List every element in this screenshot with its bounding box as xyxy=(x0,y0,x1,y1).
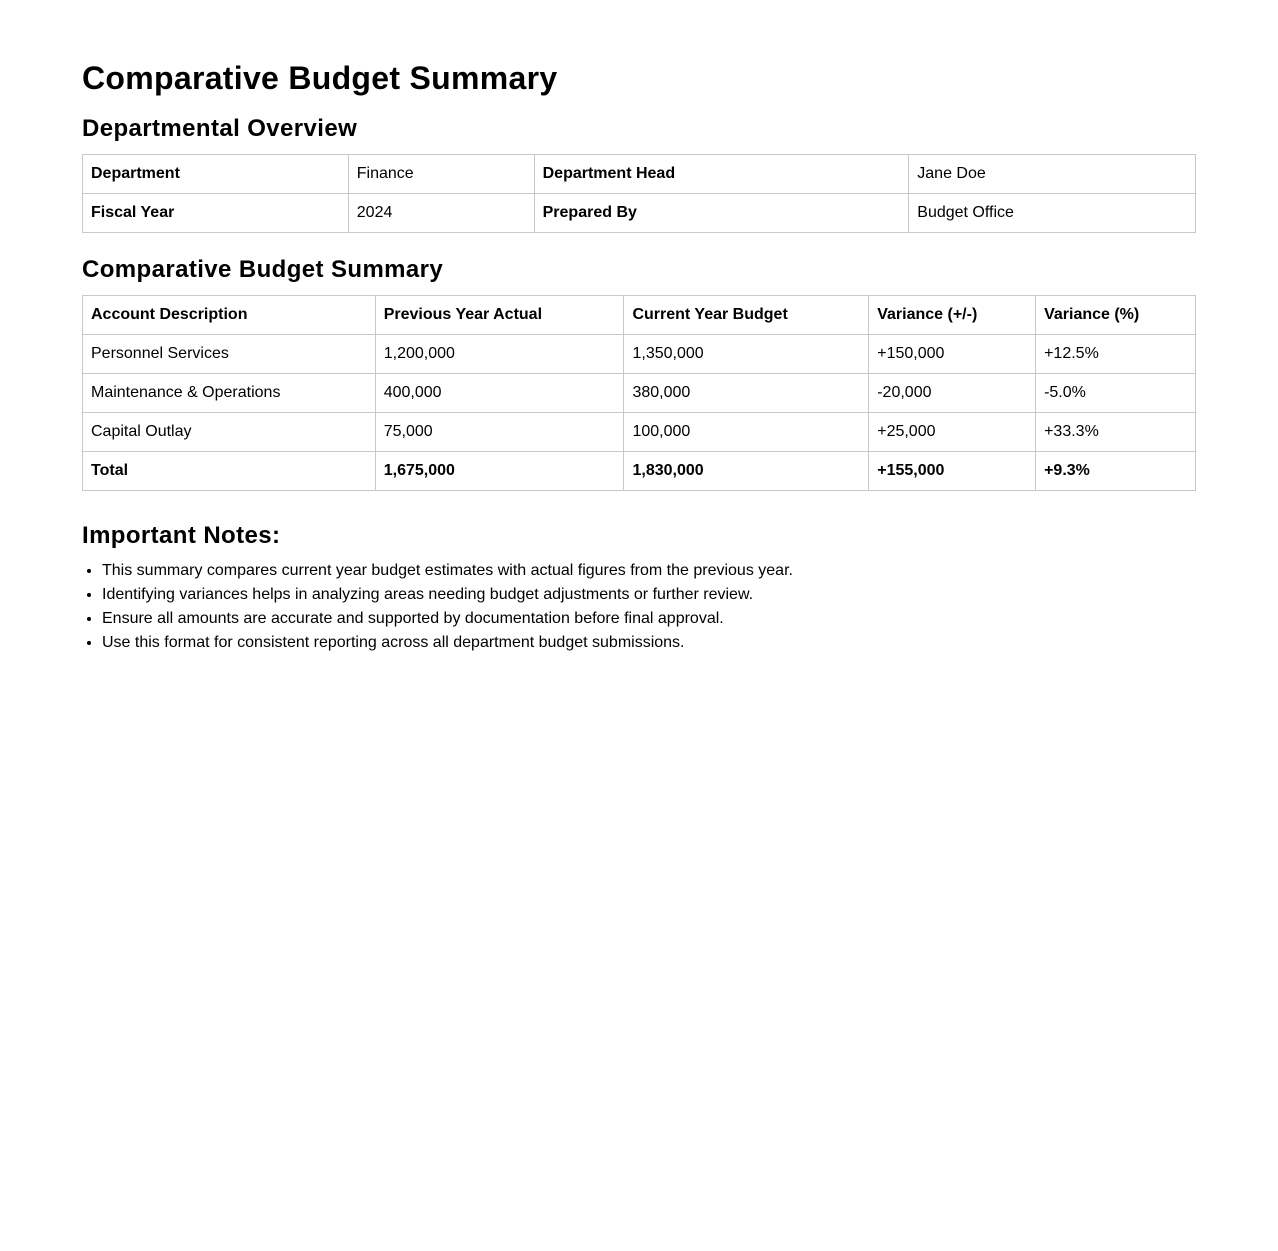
note-item: • Identifying variances helps in analyzing areas needing budget adjustments or further review. xyxy=(102,583,1196,607)
overview-row xyxy=(83,155,1196,194)
column-header: Account Description xyxy=(83,296,376,335)
table-row xyxy=(83,374,1196,413)
column-header: Variance (%) xyxy=(1036,296,1196,335)
total-cell: +9.3% xyxy=(1036,452,1196,491)
column-header: Previous Year Actual xyxy=(375,296,624,335)
overview-value: Finance xyxy=(348,155,534,194)
total-cell: 1,675,000 xyxy=(375,452,624,491)
table-cell: +25,000 xyxy=(869,413,1036,452)
table-cell: +33.3% xyxy=(1036,413,1196,452)
table-cell: 400,000 xyxy=(375,374,624,413)
table-cell: +12.5% xyxy=(1036,335,1196,374)
overview-value: 2024 xyxy=(348,194,534,233)
note-item: • Use this format for consistent reporting across all department budget submissions. xyxy=(102,631,1196,655)
overview-label: Fiscal Year xyxy=(83,194,349,233)
notes-list xyxy=(82,559,1196,655)
table-cell: 1,200,000 xyxy=(375,335,624,374)
table-cell: 100,000 xyxy=(624,413,869,452)
overview-label: Prepared By xyxy=(534,194,909,233)
total-cell: Total xyxy=(83,452,376,491)
table-row xyxy=(83,335,1196,374)
overview-row xyxy=(83,194,1196,233)
overview-value: Jane Doe xyxy=(909,155,1196,194)
note-item: • Ensure all amounts are accurate and supported by documentation before final approval. xyxy=(102,607,1196,631)
overview-label: Department xyxy=(83,155,349,194)
table-header-row xyxy=(83,296,1196,335)
table-cell: 1,350,000 xyxy=(624,335,869,374)
table-cell: 75,000 xyxy=(375,413,624,452)
overview-table xyxy=(82,154,1196,233)
overview-label: Department Head xyxy=(534,155,909,194)
notes-heading: Important Notes: xyxy=(82,522,281,549)
column-header: Current Year Budget xyxy=(624,296,869,335)
table-cell: -20,000 xyxy=(869,374,1036,413)
note-item: • This summary compares current year budget estimates with actual figures from the previous year. xyxy=(102,559,1196,583)
page-title: Comparative Budget Summary xyxy=(82,60,558,96)
table-cell: +150,000 xyxy=(869,335,1036,374)
overview-value: Budget Office xyxy=(909,194,1196,233)
table-cell: Personnel Services xyxy=(83,335,376,374)
table-cell: Capital Outlay xyxy=(83,413,376,452)
table-cell: 380,000 xyxy=(624,374,869,413)
column-header: Variance (+/-) xyxy=(869,296,1036,335)
total-row xyxy=(83,452,1196,491)
table-cell: Maintenance & Operations xyxy=(83,374,376,413)
overview-heading: Departmental Overview xyxy=(82,115,358,142)
total-cell: 1,830,000 xyxy=(624,452,869,491)
table-cell: -5.0% xyxy=(1036,374,1196,413)
budget-summary-table xyxy=(82,295,1196,491)
table-row xyxy=(83,413,1196,452)
summary-heading: Comparative Budget Summary xyxy=(82,256,444,283)
total-cell: +155,000 xyxy=(869,452,1036,491)
